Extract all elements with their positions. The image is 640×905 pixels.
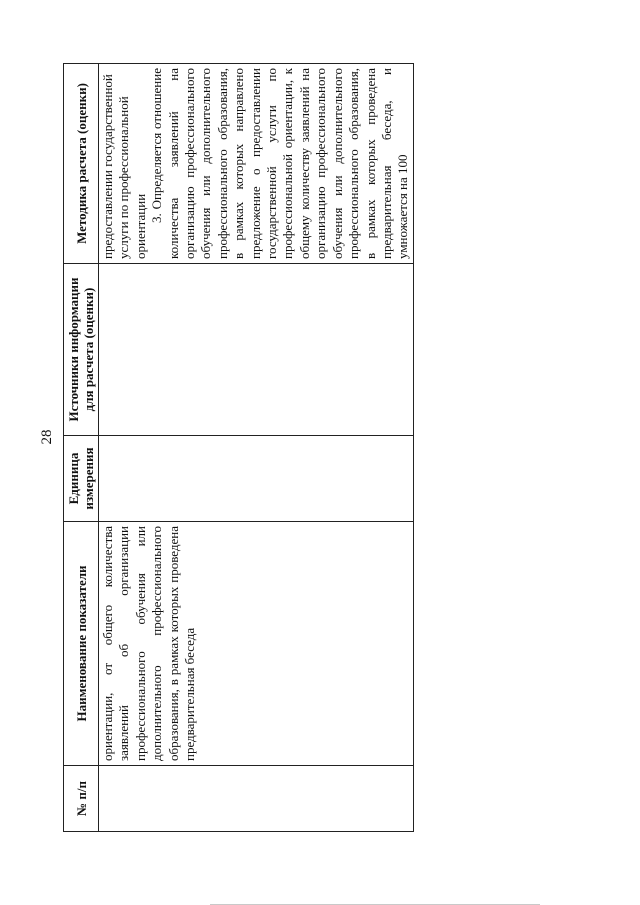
indicators-table [63,63,414,832]
cell-method [99,64,414,264]
method-paragraph-1: предоставлении государственной услуги по профессиональной ориентации [100,74,148,259]
cell-sources [99,264,414,436]
rotated-table-wrapper [63,64,411,832]
cell-indicator-name [99,522,414,766]
cell-num [99,766,414,832]
header-unit: Единица измерения [64,436,99,522]
table-row [99,64,414,832]
indicator-name-text: ориентации, от общего количества заявлений об организации профессионального обучения или дополнительного профессионального образования, в рамках которых проведена предварительная беседа [100,526,198,761]
method-paragraph-2: 3. Определяется отношение количества заявлений на организацию профессионального обучения или дополнительного профессионального образования, в рамках которых направлено предложение о предоставлении государственной услуги по профессиональной ориентации, к общему количеству заявлений на организацию профессионального обучения или дополнительного профессионального образования, в рамках которых проведена предварительная беседа, и умножается на 100 [149,68,411,259]
header-indicator-name: Наименование показатели [64,522,99,766]
header-method: Методика расчета (оценки) [64,64,99,264]
header-sources: Источники информации для расчета (оценки) [64,264,99,436]
header-num: № п/п [64,766,99,832]
cell-unit [99,436,414,522]
page-number: 28 [39,429,55,445]
table-header-row [64,64,99,832]
